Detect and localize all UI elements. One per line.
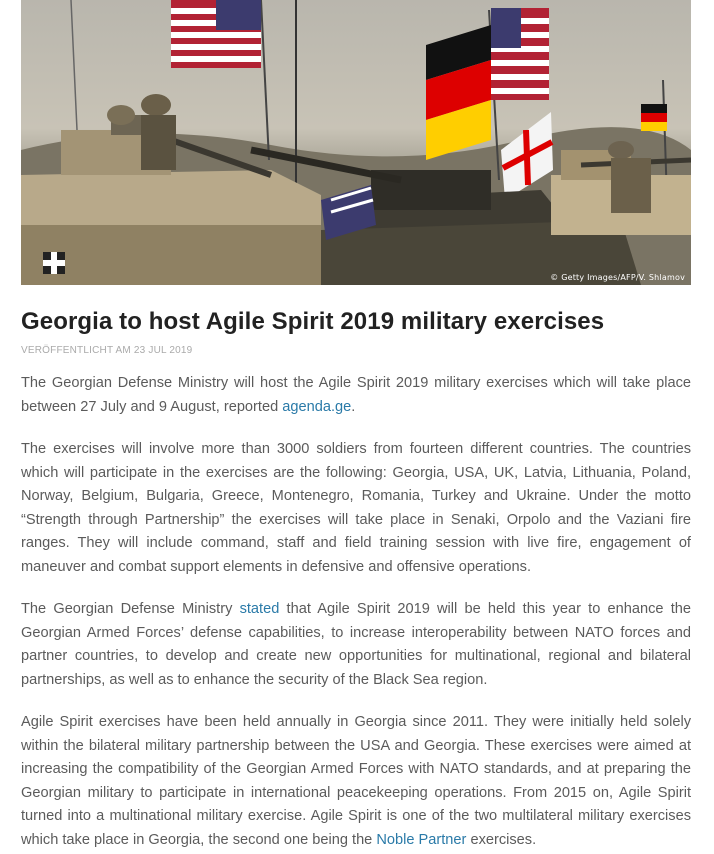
paragraph-3 (21, 598, 691, 692)
paragraph-3-end: that Agile Spirit 2019 will be held this year to enhance the Georgian Armed Forces’ defense capabilities, to increase interoperability between NATO forces and partner countries, to develop and create new opportunities for multinational, regional and bilateral partnerships, as well as to enhance the security of the Black Sea region. (21, 601, 691, 688)
hero-photo (21, 0, 691, 285)
paragraph-4-text: Agile Spirit exercises have been held annually in Georgia since 2011. They were initially held solely within the bilateral military partnership between the USA and Georgia. These exercises were aimed at increasing the compatibility of the Georgian Armed Forces with NATO standards, and at preparing the Georgian military to participate in international peacekeeping operations. From 2015 on, Agile Spirit turned into a multinational military exercise. Agile Spirit is one of the two multilateral military exercises which take place in Georgia, the second one being the (21, 714, 691, 848)
hero-illustration (21, 0, 691, 285)
published-date: VERÖFFENTLICHT AM 23 JUL 2019 (21, 345, 193, 356)
paragraph-4 (21, 711, 691, 852)
paragraph-1-text: The Georgian Defense Ministry will host the Agile Spirit 2019 military exercises which will take place between 27 July and 9 August, reported (21, 375, 691, 415)
photo-credit: © Getty Images/AFP/V. Shlamov (550, 273, 685, 282)
paragraph-3-text: The Georgian Defense Ministry (21, 601, 240, 617)
us-flag-right (491, 8, 549, 100)
article-title: Georgia to host Agile Spirit 2019 military exercises (21, 308, 605, 335)
agenda-ge-link[interactable]: agenda.ge (282, 398, 352, 415)
german-flag-small (641, 104, 667, 131)
paragraph-1-end: . (351, 398, 356, 415)
paragraph-2: The exercises will involve more than 3000 soldiers from fourteen different countries. The countries which will participate in the exercises are the following: Georgia, USA, UK, Latvia, Lithuania, Poland, Norway, Belgium, Bulgaria, Greece, Montenegro, Romania, Turkey and Ukraine. Under the motto “Strength through Partnership” the exercises will take place in Senaki, Orpolo and the Vaziani fire ranges. They will include command, staff and field training session with live fire, engagement of maneuver and combat support elements in defensive and offensive operations. (21, 441, 691, 575)
paragraph-4-end: exercises. (466, 831, 537, 848)
paragraph-1 (21, 372, 691, 419)
stated-link[interactable]: stated (239, 601, 280, 617)
german-flag (426, 25, 491, 160)
noble-partner-link[interactable]: Noble Partner (376, 831, 467, 848)
article (21, 0, 691, 852)
us-flag-left (171, 0, 261, 68)
